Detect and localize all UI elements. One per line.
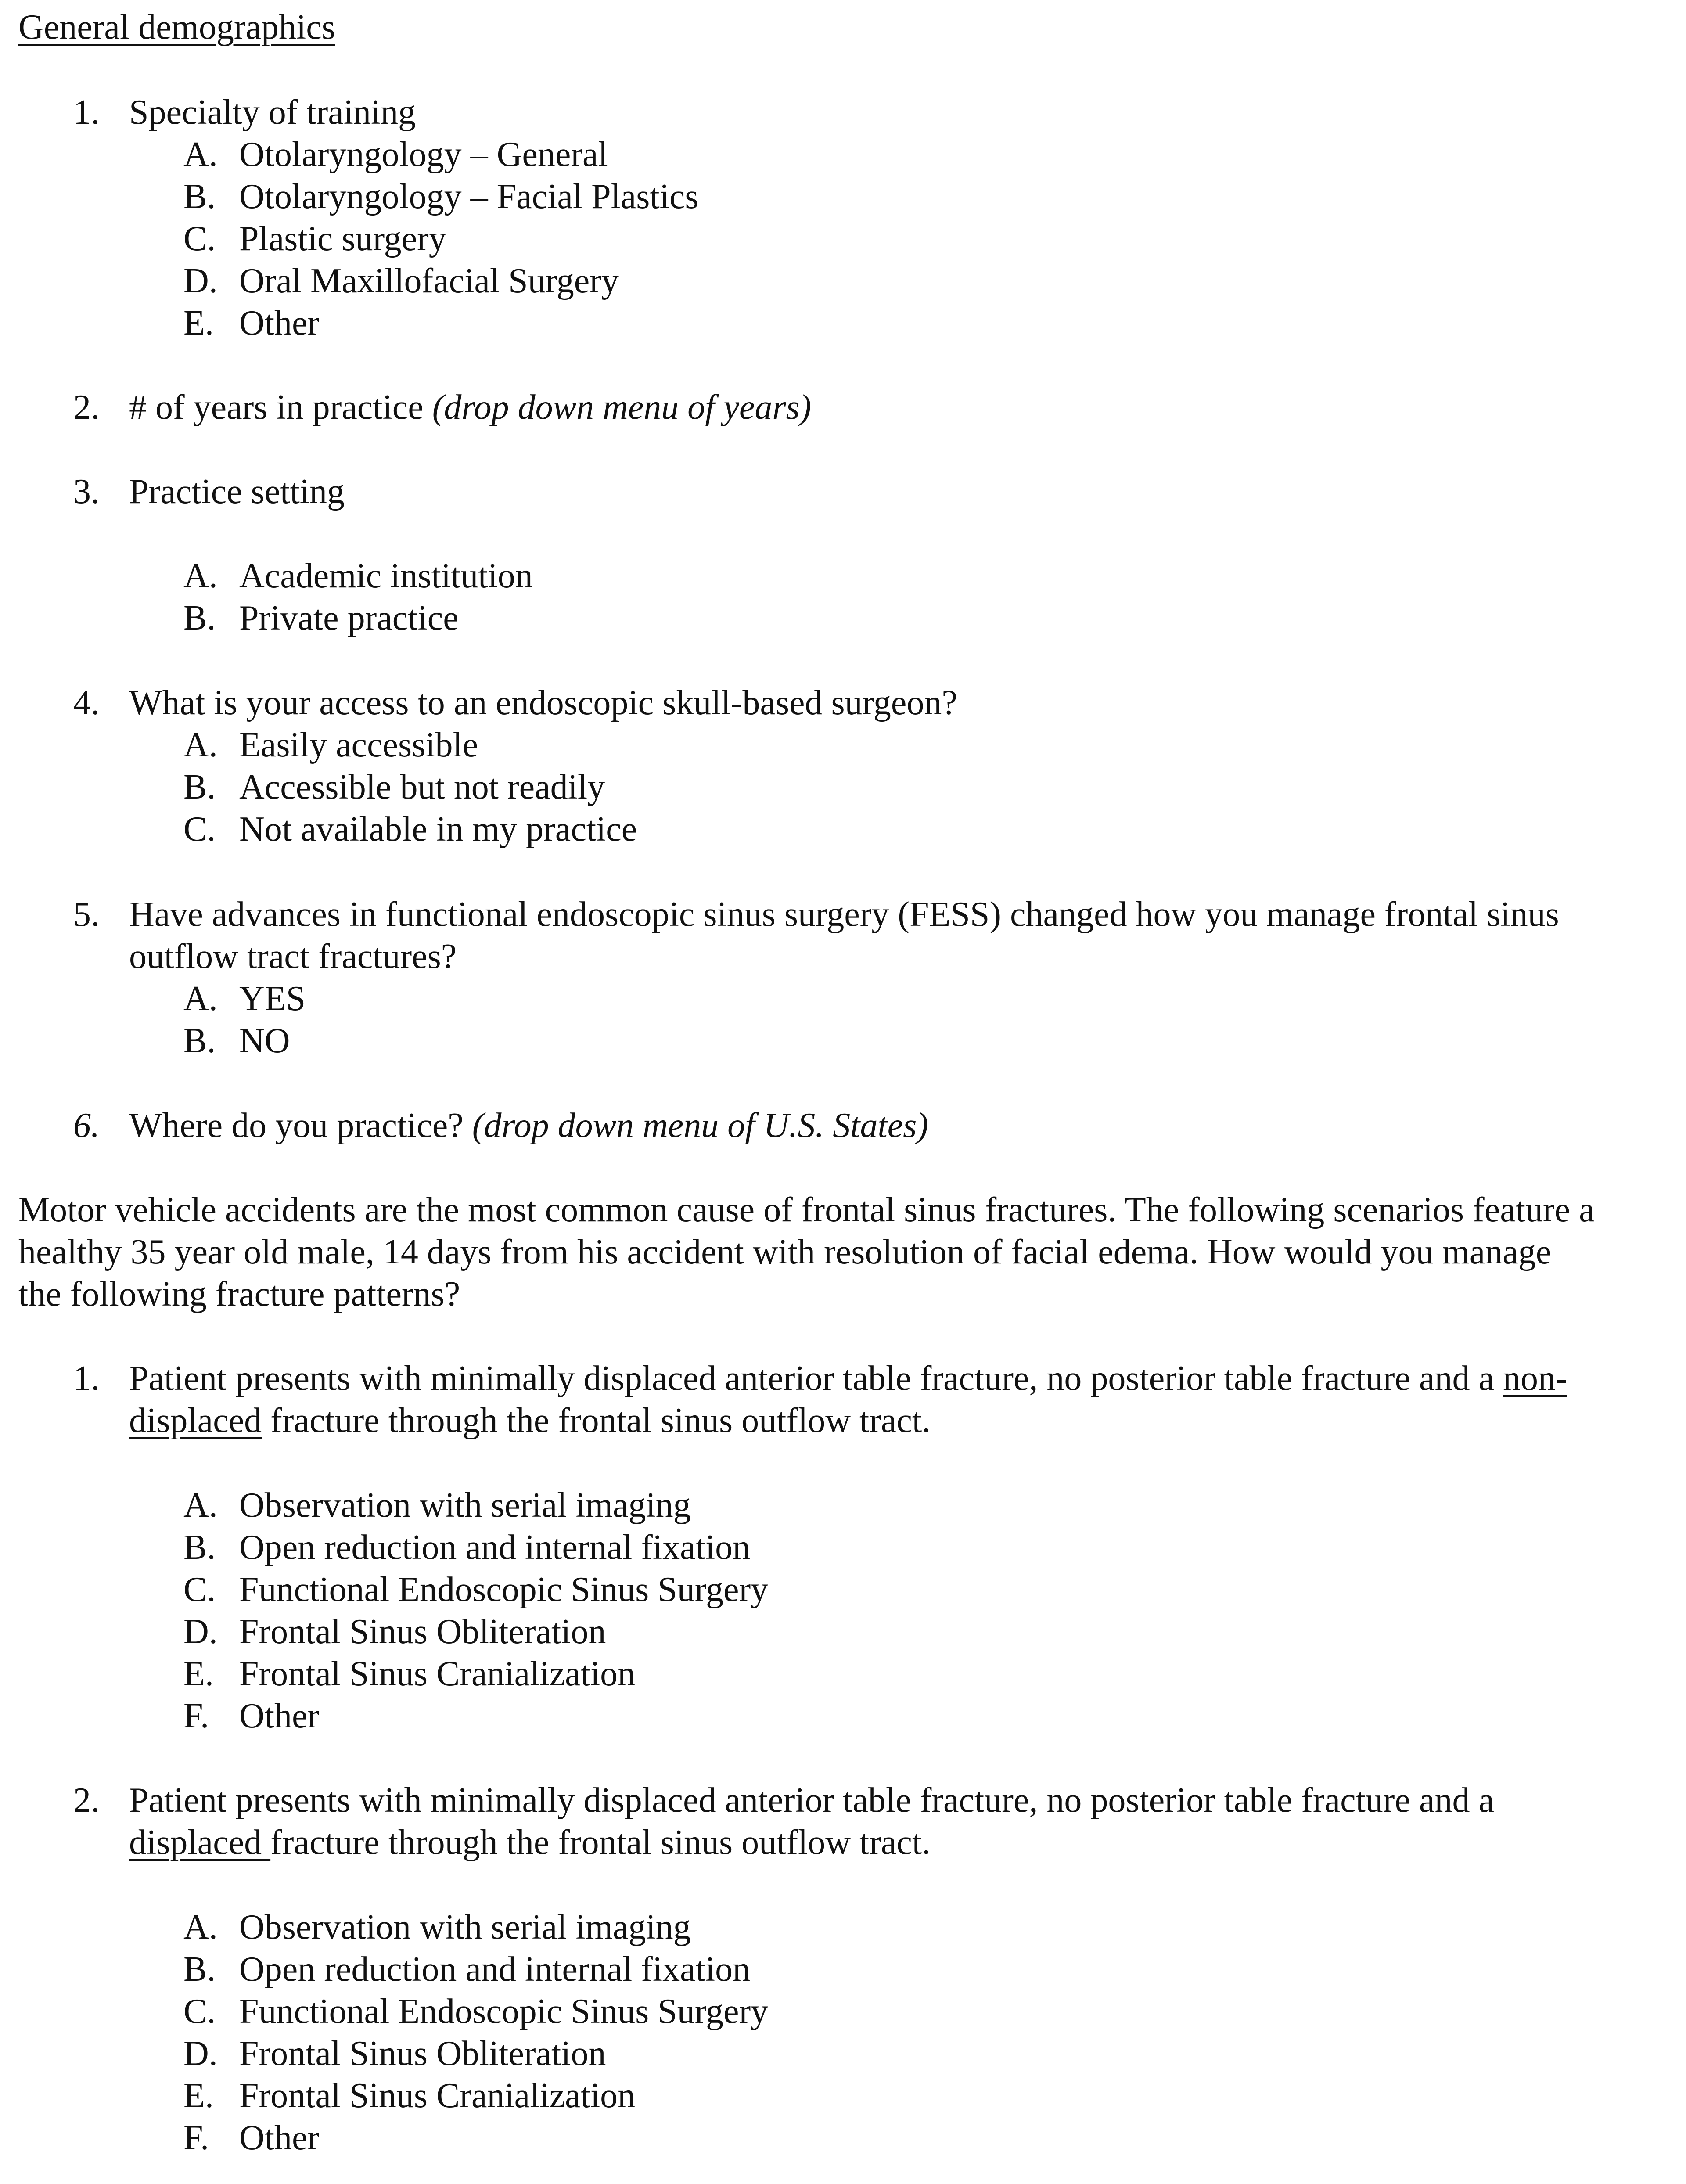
option-letter: D. bbox=[183, 2034, 218, 2073]
question-number: 5. bbox=[73, 895, 100, 934]
option-letter: A. bbox=[183, 1908, 218, 1947]
question-line bbox=[129, 390, 811, 425]
question-number: 6. bbox=[73, 1106, 100, 1145]
question-text: # of years in practice bbox=[129, 388, 424, 427]
option-text: Frontal Sinus Cranialization bbox=[239, 1655, 636, 1693]
option-text: Open reduction and internal fixation bbox=[239, 1950, 751, 1989]
intro-line: Motor vehicle accidents are the most common cause of frontal sinus fractures. The following scenarios feature a bbox=[18, 1191, 1595, 1229]
option-letter: E. bbox=[183, 2076, 214, 2115]
option-text: Functional Endoscopic Sinus Surgery bbox=[239, 1992, 769, 2031]
option-text: Academic institution bbox=[239, 557, 533, 595]
option-text: Oral Maxillofacial Surgery bbox=[239, 262, 619, 300]
option-letter: B. bbox=[183, 768, 216, 806]
option-letter: C. bbox=[183, 1992, 216, 2031]
question-text-line2: outflow tract fractures? bbox=[129, 937, 457, 976]
option-text: Otolaryngology – Facial Plastics bbox=[239, 177, 699, 216]
option-letter: A. bbox=[183, 135, 218, 174]
option-text: Plastic surgery bbox=[239, 219, 446, 258]
question-line bbox=[129, 1108, 928, 1143]
question-text: Practice setting bbox=[129, 472, 345, 511]
scenario-number: 1. bbox=[73, 1359, 100, 1398]
scenario-text: Patient presents with minimally displaced anterior table fracture, no posterior table fracture and a bbox=[129, 1359, 1503, 1398]
question-text: Where do you practice? bbox=[129, 1106, 464, 1145]
option-text: Open reduction and internal fixation bbox=[239, 1528, 751, 1567]
intro-line: the following fracture patterns? bbox=[18, 1275, 460, 1313]
option-letter: A. bbox=[183, 557, 218, 595]
option-letter: F. bbox=[183, 2119, 209, 2157]
question-number: 1. bbox=[73, 93, 100, 132]
option-text: Frontal Sinus Obliteration bbox=[239, 2034, 606, 2073]
option-letter: A. bbox=[183, 1486, 218, 1525]
option-text: Frontal Sinus Obliteration bbox=[239, 1612, 606, 1651]
option-letter: D. bbox=[183, 1612, 218, 1651]
section-title: General demographics bbox=[18, 8, 335, 47]
option-letter: A. bbox=[183, 979, 218, 1018]
option-letter: B. bbox=[183, 599, 216, 637]
option-letter: A. bbox=[183, 726, 218, 764]
question-note: (drop down menu of U.S. States) bbox=[472, 1106, 928, 1145]
option-letter: B. bbox=[183, 1528, 216, 1567]
option-letter: F. bbox=[183, 1697, 209, 1735]
option-letter: E. bbox=[183, 1655, 214, 1693]
option-letter: C. bbox=[183, 1570, 216, 1609]
question-number: 2. bbox=[73, 388, 100, 427]
option-text: Other bbox=[239, 304, 320, 342]
option-text: Other bbox=[239, 1697, 320, 1735]
option-text: NO bbox=[239, 1022, 290, 1060]
option-text: Observation with serial imaging bbox=[239, 1908, 691, 1947]
option-letter: D. bbox=[183, 262, 218, 300]
question-number: 4. bbox=[73, 684, 100, 722]
scenario-text: fracture through the frontal sinus outflow tract. bbox=[270, 1823, 931, 1862]
question-text-line1: Have advances in functional endoscopic sinus surgery (FESS) changed how you manage frontal sinus bbox=[129, 895, 1559, 934]
scenario-text-line1: Patient presents with minimally displaced anterior table fracture, no posterior table fracture and a bbox=[129, 1781, 1494, 1820]
scenario-number: 2. bbox=[73, 1781, 100, 1820]
scenario-text-line2 bbox=[129, 1403, 931, 1438]
option-text: Functional Endoscopic Sinus Surgery bbox=[239, 1570, 769, 1609]
option-letter: C. bbox=[183, 219, 216, 258]
option-text: Accessible but not readily bbox=[239, 768, 605, 806]
option-text: Easily accessible bbox=[239, 726, 478, 764]
question-text: What is your access to an endoscopic skull-based surgeon? bbox=[129, 684, 957, 722]
question-note: (drop down menu of years) bbox=[432, 388, 812, 427]
option-letter: B. bbox=[183, 1950, 216, 1989]
option-letter: B. bbox=[183, 1022, 216, 1060]
scenario-emphasis: displaced bbox=[129, 1823, 271, 1862]
question-number: 3. bbox=[73, 472, 100, 511]
option-text: Private practice bbox=[239, 599, 459, 637]
option-letter: B. bbox=[183, 177, 216, 216]
scenario-text-line1 bbox=[129, 1361, 1567, 1396]
option-text: Other bbox=[239, 2119, 320, 2157]
scenario-text: fracture through the frontal sinus outflow tract. bbox=[262, 1401, 931, 1440]
option-letter: C. bbox=[183, 810, 216, 849]
intro-line: healthy 35 year old male, 14 days from his accident with resolution of facial edema. How would you manage bbox=[18, 1233, 1552, 1271]
option-text: Otolaryngology – General bbox=[239, 135, 608, 174]
question-text: Specialty of training bbox=[129, 93, 416, 132]
option-letter: E. bbox=[183, 304, 214, 342]
option-text: Observation with serial imaging bbox=[239, 1486, 691, 1525]
scenario-emphasis: displaced bbox=[129, 1401, 262, 1440]
option-text: Not available in my practice bbox=[239, 810, 637, 849]
option-text: Frontal Sinus Cranialization bbox=[239, 2076, 636, 2115]
scenario-text-line2 bbox=[129, 1825, 931, 1860]
option-text: YES bbox=[239, 979, 306, 1018]
scenario-emphasis: non- bbox=[1503, 1359, 1567, 1398]
